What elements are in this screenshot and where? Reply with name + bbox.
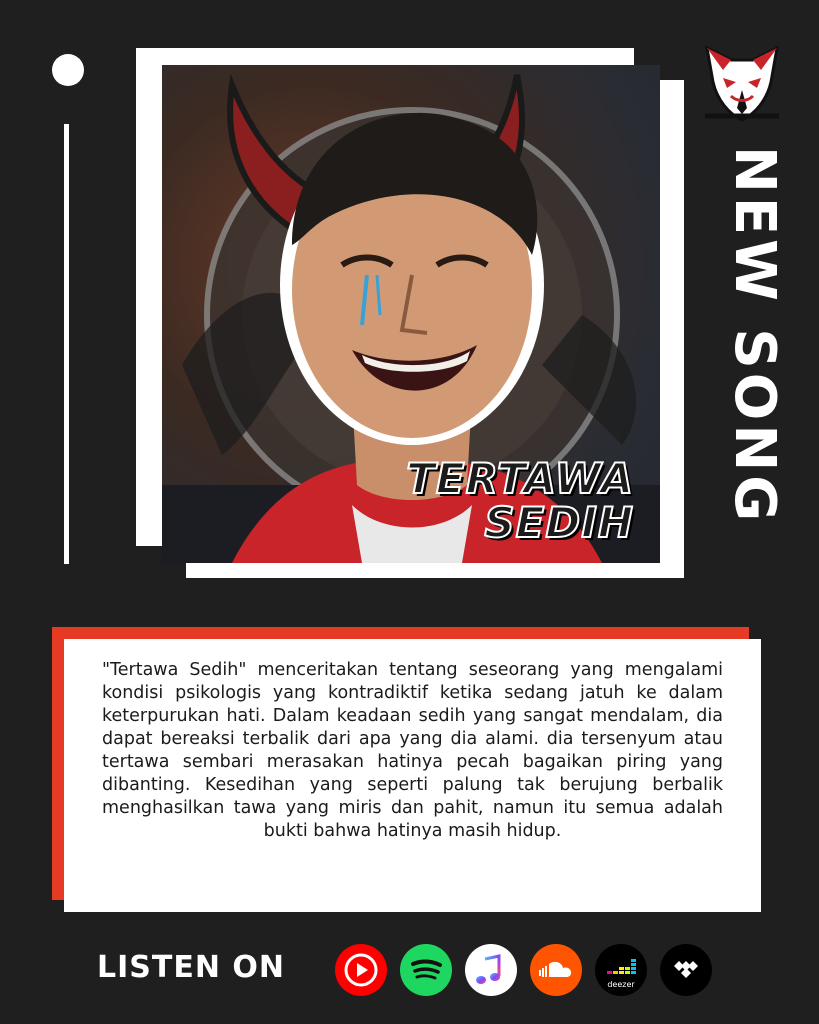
decorative-dot xyxy=(52,54,84,86)
deezer-icon[interactable] xyxy=(595,944,647,996)
tidal-icon[interactable] xyxy=(660,944,712,996)
cover-title-line1: TERTAWA xyxy=(406,454,634,503)
band-logo xyxy=(701,30,783,126)
youtube-music-icon[interactable] xyxy=(335,944,387,996)
apple-music-icon[interactable] xyxy=(465,944,517,996)
description-box xyxy=(64,639,761,912)
listen-on-label: LISTEN ON xyxy=(97,950,286,985)
soundcloud-icon[interactable] xyxy=(530,944,582,996)
cover-title-line2: SEDIH xyxy=(484,498,634,547)
decorative-vertical-line xyxy=(64,124,69,564)
deezer-label: deezer xyxy=(607,980,635,989)
fox-mask-icon xyxy=(701,30,783,126)
spotify-icon[interactable] xyxy=(400,944,452,996)
cover-song-title xyxy=(406,454,634,547)
new-song-heading: NEW SONG xyxy=(722,146,787,526)
streaming-platforms xyxy=(335,944,712,996)
album-cover xyxy=(162,65,660,563)
description-text: "Tertawa Sedih" menceritakan tentang seseorang yang mengalami kondisi psikologis yang kontradiktif ketika sedang jatuh ke dalam keterpurukan hati. Dalam keadaan sedih yang sangat mendalam, dia dapat bereaksi terbalik dari apa yang dia alami. dia tersenyum atau tertawa sembari merasakan hatinya pecah bagaikan piring yang dibanting. Kesedihan yang seperti palung tak berujung berbalik menghasilkan tawa yang miris dan pahit, namun itu semua adalah bukti bahwa hatinya masih hidup. xyxy=(102,660,723,841)
